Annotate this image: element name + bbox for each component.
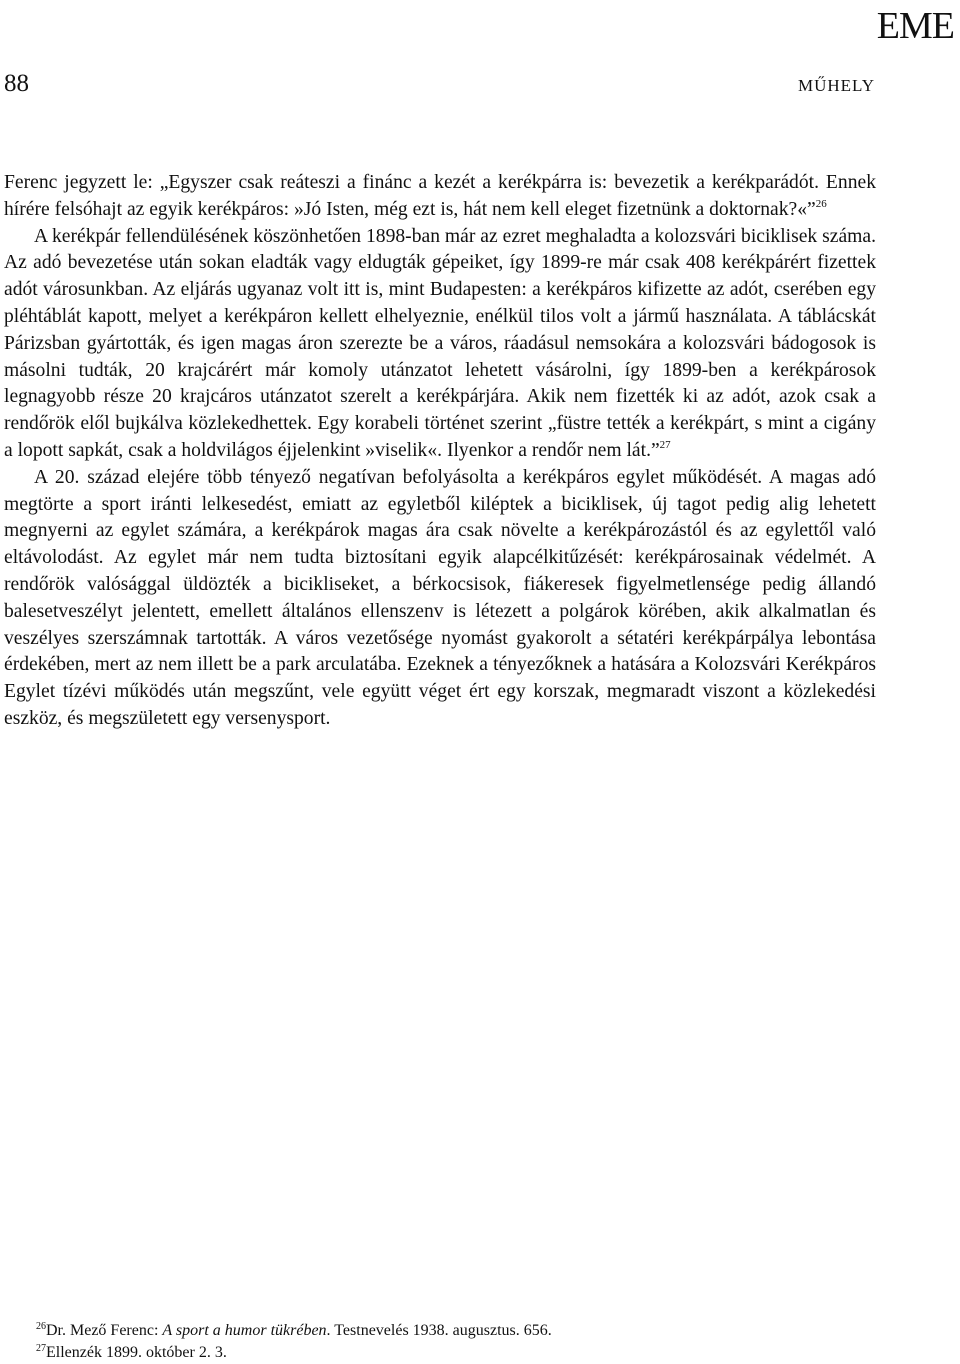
page-number: 88 (4, 70, 29, 97)
footnote-text: Dr. Mező Ferenc: (46, 1322, 163, 1339)
paragraph (4, 465, 876, 733)
footnote-number: 27 (36, 1343, 46, 1354)
paragraph-text: A kerékpár fellendülésének köszönhetően 1898-ban már az ezret meghaladta a kolozsvári biciklisek száma. Az adó bevezetése után sokan eladták vagy eldugták gépeiket, így 1899-re már csak 408 kerékpárért fizettek adót városunkban. Az eljárás ugyanaz volt itt is, mint Budapesten: a kerékpáros kifizette az adót, cserében egy pléhtáblát kapott, melyet a kerékpáron kellett elhelyeznie, enélkül tilos volt a jármű használata. A táblácskát Párizsban gyártották, és igen magas áron szerezte be a város, ráadásul nemsokára a kolozsvári bádogosok is másolni tudták, 20 krajcárért már komoly utánzatot lehetett vásárolni, így 1899-ben a kerékpárosok legnagyobb része 20 krajcáros utánzatot szerelt a kerékpárjára. Akik nem fizették ki az adót, azok csak a rendőrök elől bujkálva közlekedhettek. Egy korabeli történet szerint „füstre tették a kerékpárt, s mint a cigány a lopott sapkát, csak a holdvilágos éjjelenkint »viselik«. Ilyenkor a rendőr nem lát.” (4, 225, 876, 461)
footnote (36, 1342, 916, 1364)
paragraph (4, 170, 876, 224)
footnotes (36, 1320, 916, 1364)
footnote-title: A sport a humor tükrében (162, 1322, 327, 1339)
paragraph-text: A 20. század elejére több tényező negatívan befolyásolta a kerékpáros egylet működését. A magas adó megtörte a sport iránti lelkesedést, emiatt az egyletből kiléptek a biciklisek, új tagot pedig alig lehetett megnyerni az egylet számára, a kerékpárok magas ára csak növelte a kerékpározástól és az egylettől való eltávolodást. Az egylet már nem tudta biztosítani egyik alapcélkitűzését: kerékpárosainak védelmét. A rendőrök valósággal üldözték a bicikliseket, a bérkocsisok, fiákeresek figyelmetlensége pedig állandó balesetveszélyt jelentett, emellett általános ellenszenv is létezett a polgárok körében, akik alkalmatlan és veszélyes szerszámnak tartották. A város vezetősége nyomást gyakorolt a sétatéri kerékpárpálya lebontása érdekében, mert az nem illett be a park arculatába. Ezeknek a tényezőknek a hatására a Kolozsvári Kerékpáros Egylet tízévi működés után megszűnt, vele együtt véget ért egy korszak, megmaradt viszont a közlekedési eszköz, és megszületett egy versenysport. (4, 466, 876, 729)
paragraph (4, 224, 876, 465)
footnote-text: . Testnevelés 1938. augusztus. 656. (326, 1322, 552, 1339)
journal-logo: EME (876, 5, 954, 47)
footnote-ref[interactable]: 26 (815, 197, 827, 210)
footnote-text: Ellenzék 1899. október 2. 3. (46, 1344, 227, 1361)
paragraph-text: Ferenc jegyzett le: „Egyszer csak reáteszi a finánc a kezét a kerékpárra is: bevezetik a kerékparádót. Ennek hírére felsóhajt az egyik kerékpáros: »Jó Isten, még ezt is, hát nem kell eleget fizetnünk a doktornak?«” (4, 172, 876, 220)
section-title: MŰHELY (797, 76, 875, 95)
footnote-number: 26 (36, 1321, 46, 1332)
footnote (36, 1320, 916, 1342)
footnote-ref[interactable]: 27 (659, 438, 671, 451)
article-body (4, 170, 876, 733)
